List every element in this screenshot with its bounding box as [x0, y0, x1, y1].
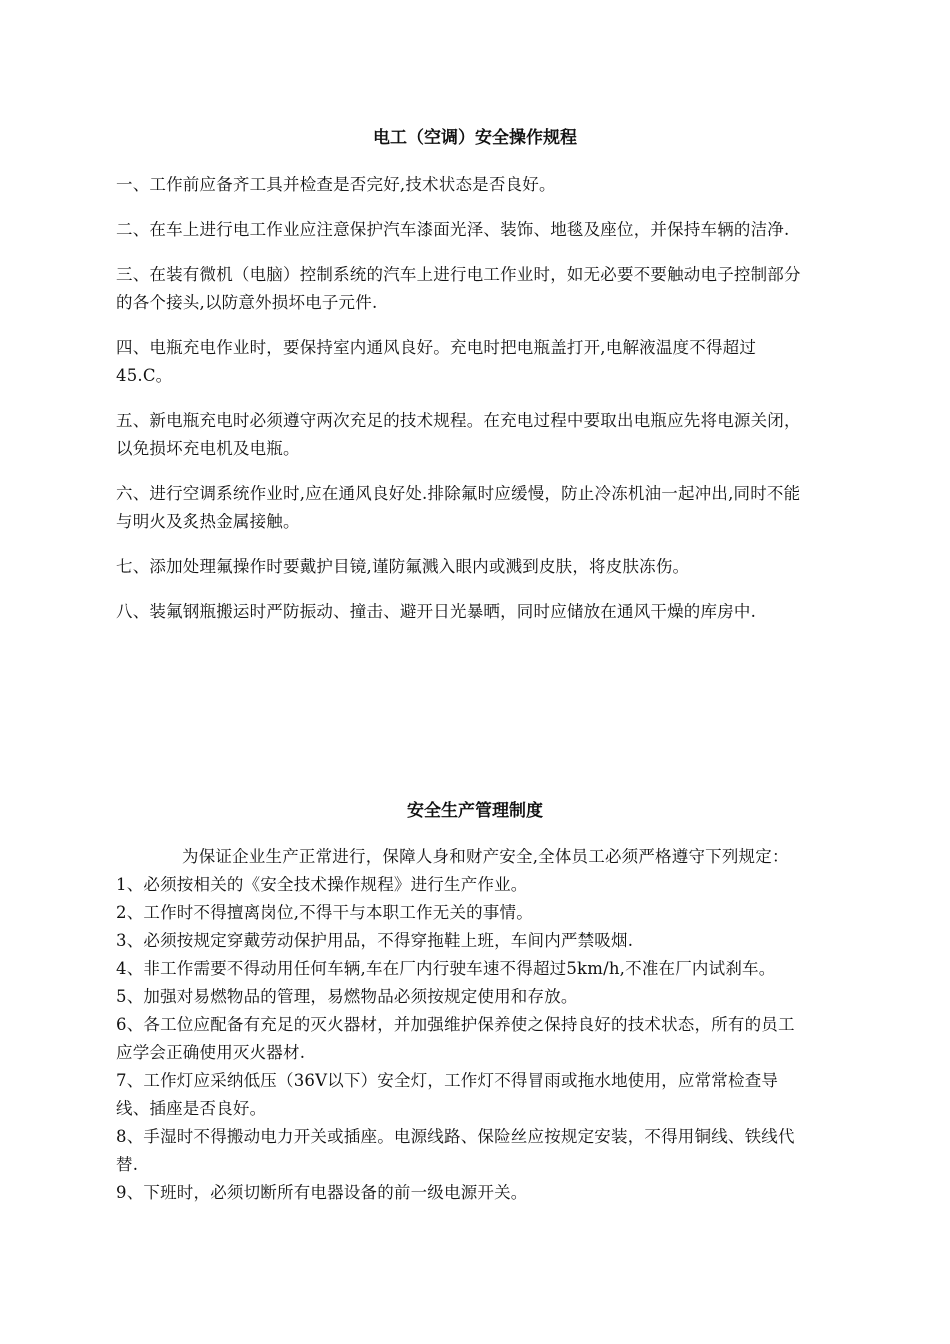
- list-item: 5、加强对易燃物品的管理，易燃物品必须按规定使用和存放。: [116, 987, 578, 1006]
- rule-item: 五、新电瓶充电时必须遵守两次充足的技术规程。在充电过程中要取出电瓶应先将电源关闭，以免损坏充电机及电瓶。: [116, 411, 801, 458]
- list-item: 6、各工位应配备有充足的灭火器材，并加强维护保养使之保持良好的技术状态，所有的员工应学会正确使用灭火器材.: [116, 1015, 795, 1062]
- section2-body: [116, 843, 808, 1207]
- section2-list: [116, 871, 808, 1207]
- list-item: 7、工作灯应采纳低压（36V以下）安全灯，工作灯不得冒雨或拖水地使用，应常常检查导线、插座是否良好。: [116, 1071, 779, 1118]
- section1-rules: [116, 171, 808, 643]
- list-item: 8、手湿时不得搬动电力开关或插座。电源线路、保险丝应按规定安装，不得用铜线、铁线代替.: [116, 1127, 795, 1174]
- rule-item: 六、进行空调系统作业时,应在通风良好处.排除氟时应缓慢，防止冷冻机油一起冲出,同时不能与明火及炙热金属接触。: [116, 484, 801, 531]
- rule-item: 八、装氟钢瓶搬运时严防振动、撞击、避开日光暴晒，同时应储放在通风干燥的库房中.: [116, 602, 757, 621]
- section2-title: 安全生产管理制度: [407, 801, 543, 821]
- list-item: 1、必须按相关的《安全技术操作规程》进行生产作业。: [116, 875, 528, 894]
- list-item: 4、非工作需要不得动用任何车辆,车在厂内行驶车速不得超过5km/h,不准在厂内试刹车。: [116, 959, 776, 978]
- rule-item: 七、添加处理氟操作时要戴护目镜,谨防氟溅入眼内或溅到皮肤，将皮肤冻伤。: [116, 557, 690, 576]
- section2-intro: 为保证企业生产正常进行，保障人身和财产安全,全体员工必须严格遵守下列规定：: [182, 847, 789, 866]
- rule-item: 三、在装有微机（电脑）控制系统的汽车上进行电工作业时，如无必要不要触动电子控制部分的各个接头,以防意外损坏电子元件.: [116, 265, 801, 312]
- rule-item: 四、电瓶充电作业时，要保持室内通风良好。充电时把电瓶盖打开,电解液温度不得超过45.C。: [116, 338, 757, 385]
- section1-title: 电工（空调）安全操作规程: [373, 128, 577, 148]
- rule-item: 一、工作前应备齐工具并检查是否完好,技术状态是否良好。: [116, 175, 556, 194]
- rule-item: 二、在车上进行电工作业应注意保护汽车漆面光泽、装饰、地毯及座位，并保持车辆的洁净.: [116, 220, 790, 239]
- list-item: 3、必须按规定穿戴劳动保护用品，不得穿拖鞋上班，车间内严禁吸烟.: [116, 931, 634, 950]
- list-item: 2、工作时不得擅离岗位,不得干与本职工作无关的事情。: [116, 903, 533, 922]
- list-item: 9、下班时，必须切断所有电器设备的前一级电源开关。: [116, 1183, 528, 1202]
